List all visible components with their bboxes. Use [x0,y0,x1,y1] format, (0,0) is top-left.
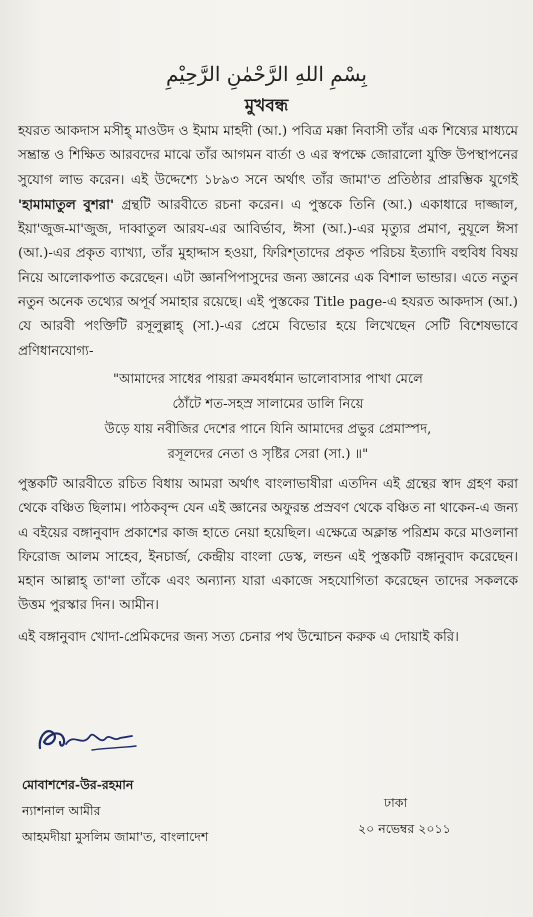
date: ২০ নভেম্বর ২০১১ [358,821,451,836]
quote-line-2: ঠোঁটে শত-সহস্র সালামের ডালি নিয়ে [172,396,364,412]
paragraph-prayer: এই বঙ্গানুবাদ খোদা-প্রেমিকদের জন্য সত্য চেনার পথ উন্মোচন করুক এ দোয়াই করি। [18,629,459,645]
quote-line-4: রসূলদের নেতা ও সৃষ্টির সেরা (সা.) ॥" [167,446,369,462]
paragraph-intro-text-2: গ্রন্থটি আরবীতে রচনা করেন। এ পুস্তকে তিনি (আ.) একাধারে দাজ্জাল, ইয়া'জুজ-মা'জুজ, দাব্বাতুল আরয-এর আবির্ভাব, ঈসা (আ.)-এর মৃত্যুর প্রমাণ, নুযূলে ঈসা (আ.)-এর প্রকৃত ব্যাখ্যা, তাঁর মুহাদ্দাস হওয়া, ফিরিশ্‌তাদের প্রকৃত পরিচয় ইত্যাদি বহুবিধ বিষয় নিয়ে আলোকপাত করেছেন। এটা জ্ঞানপিপাসুদের জন্য জ্ঞানের এক বিশাল ভান্ডার। এতে নতুন নতুন অনেক তথ্যের অপূর্ব সমাহার রয়েছে। এই পুস্তকের Title page-এ হযরত আকদাস (আ.) যে আরবী পংক্তিটি রসূলুল্লাহ্ (সা.)-এর প্রেমে বিভোর হয়ে লিখেছেন সেটি বিশেষভাবে প্রণিধানযোগ্য- [18,197,518,359]
paragraph-intro-text-1: হযরত আকদাস মসীহ্ মাওউদ ও ইমাম মাহদী (আ.) পবিত্র মক্কা নিবাসী তাঁর এক শিষ্যের মাধ্যমে সম্ভ্রান্ত ও শিক্ষিত আরবদের মাঝে তাঁর আগমন বার্তা ও এর স্বপক্ষে জোরালো যুক্তি উপস্থাপনের সুযোগ লাভ করেন। এই উদ্দেশ্যে ১৮৯৩ সনে অর্থাৎ তাঁর জামা'ত প্রতিষ্ঠার প্রারম্ভিক যুগেই [18,124,518,188]
preface-body [18,120,518,650]
quote-line-1: "আমাদের সাধের পায়রা ক্রমবর্ধমান ভালোবাসার পাখা মেলে [112,371,424,387]
place: ঢাকা [384,795,408,810]
quote-line-3: উড়ে যায় নবীজির দেশের পানে যিনি আমাদের প্রভুর প্রেমাস্পদ, [104,421,432,437]
paragraph-translation: পুস্তকটি আরবীতে রচিত বিধায় আমরা অর্থাৎ বাংলাভাষীরা এতদিন এই গ্রন্থের স্বাদ গ্রহণ করা থেকে বঞ্চিত ছিলাম। পাঠকবৃন্দ যেন এই জ্ঞানের অফুরন্ত প্রস্রবণ থেকে বঞ্চিত না থাকেন-এ জন্য এ বইয়ের বঙ্গানুবাদ প্রকাশের কাজ হাতে নেয়া হয়েছিল। এক্ষেত্রে অক্লান্ত পরিশ্রম করে মাওলানা ফিরোজ আলম সাহেব, ইনচার্জ, কেন্দ্রীয় বাংলা ডেস্ক, লন্ডন এই পুস্তকটি বঙ্গানুবাদ করেছেন। মহান আল্লাহ্ তা'লা তাঁকে এবং অন্যান্য যারা একাজে সহযোগিতা করেছেন তাদের সকলকে উত্তম পুরস্কার দিন। আমীন। [18,476,518,614]
signatory-designation: ন্যাশনাল আমীর [22,803,101,818]
page-title: মুখবন্ধ [244,96,289,116]
signatory-block [22,772,208,850]
signatory-name: মোবাশশের-উর-রহমান [22,777,134,792]
handwritten-signature [34,718,154,758]
paragraph-intro [18,120,518,364]
signatory-organization: আহমদীয়া মুসলিম জামা'ত, বাংলাদেশ [22,829,209,844]
bismillah-calligraphy: بِسْمِ اللهِ الرَّحْمٰنِ الرَّحِيْمِ [165,62,367,86]
place-date-block [358,790,451,842]
arabic-verse-translation [18,367,518,467]
book-title: 'হামামাতুল বুশরা' [18,196,115,213]
